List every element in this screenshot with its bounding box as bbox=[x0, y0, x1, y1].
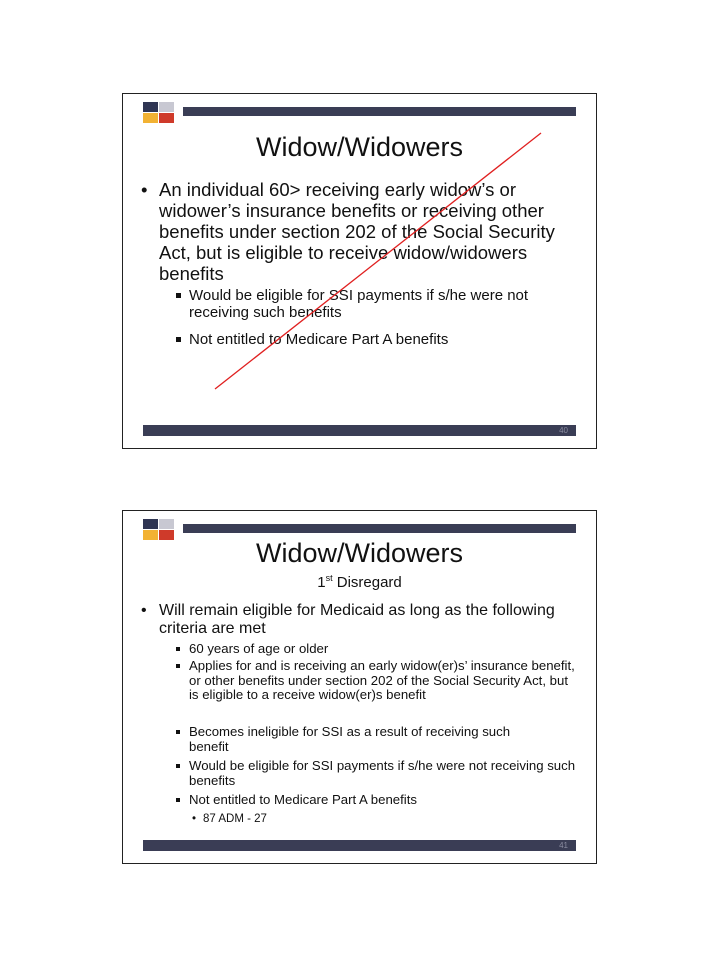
page-number: 40 bbox=[559, 426, 568, 435]
main-bullet: • An individual 60> receiving early widow’s or widower’s insurance benefits or receiving other benefits under section 202 of the Social Security Act, but is eligible to receive widow/widowers benefits bbox=[137, 179, 589, 284]
sub-bullet: Not entitled to Medicare Part A benefits bbox=[171, 331, 569, 348]
main-bullet: • Will remain eligible for Medicaid as long as the following criteria are met bbox=[137, 602, 579, 638]
slide-title: Widow/Widowers bbox=[255, 132, 464, 162]
slide-40 bbox=[122, 93, 597, 449]
top-bar bbox=[183, 524, 576, 533]
sub-bullet: Would be eligible for SSI payments if s/he were not receiving such benefits bbox=[171, 287, 529, 321]
sub-sub-bullet: • 87 ADM - 27 bbox=[187, 812, 503, 826]
sub-bullet: 60 years of age or older bbox=[171, 642, 579, 657]
sub-bullet: Applies for and is receiving an early widow(er)s’ insurance benefit, or other benefits under section 202 of the Social Security Act, but is eligible to a receive widow(er)s benefit bbox=[171, 659, 579, 703]
sub-bullet: Becomes ineligible for SSI as a result of receiving such benefit bbox=[171, 725, 549, 754]
bottom-bar bbox=[143, 425, 576, 436]
bottom-bar bbox=[143, 840, 576, 851]
sub-bullet: Not entitled to Medicare Part A benefits bbox=[171, 793, 579, 808]
slide-41 bbox=[122, 510, 597, 864]
strike-through-line bbox=[123, 94, 598, 450]
slide-title: Widow/Widowers bbox=[255, 538, 464, 568]
sub-bullet: Would be eligible for SSI payments if s/he were not receiving such benefits bbox=[171, 759, 579, 788]
page-number: 41 bbox=[559, 841, 568, 850]
slide-subtitle: 1st Disregard bbox=[317, 573, 402, 591]
